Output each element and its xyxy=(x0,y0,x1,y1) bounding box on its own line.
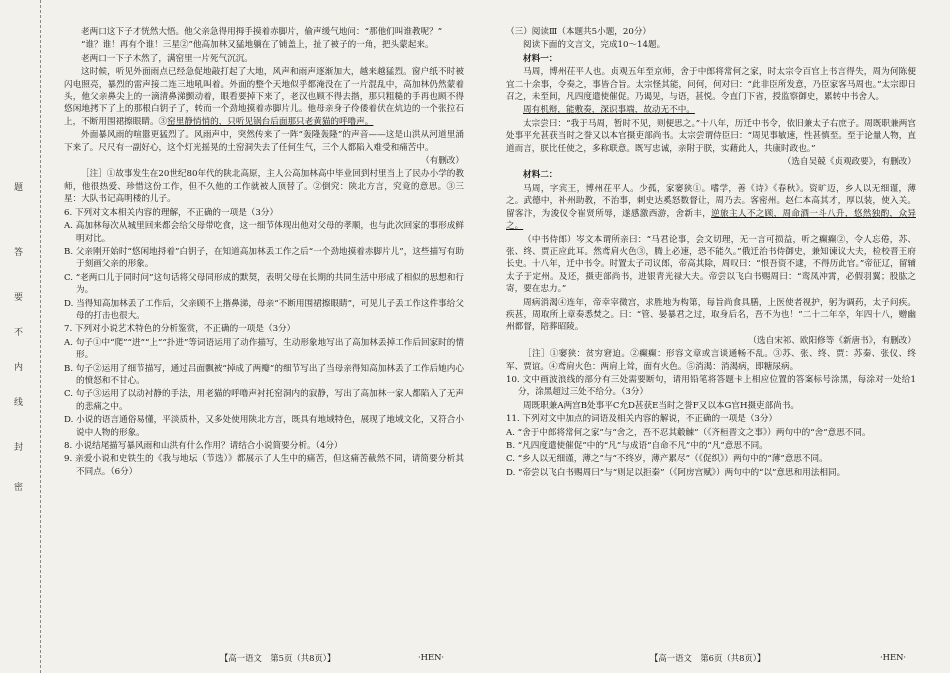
footer-left-text: 【高一语文 第5页（共8页）】 xyxy=(220,653,336,663)
left-paragraph xyxy=(64,414,464,439)
paragraph-text: ［注］①窭狭：贫穷窘迫。②癫癫：形容文章或言谈通畅不乱。③苏、张、终、贾：苏秦、张仪、终军、贾谊。④鸢肩火色：两肩上耸，面有火色。⑤消渴：消渴病，即糖尿病。 xyxy=(506,349,916,372)
paragraph-text: C. 句子③运用了以动衬静的手法，用老猫的呼噜声衬托窑洞内的寂静，写出了高加林一家人都陷入了无声的悲痛之中。 xyxy=(64,389,464,412)
right-column xyxy=(506,26,916,480)
binding-char: 密 xyxy=(14,483,24,493)
paragraph-text: （选自吴兢《贞观政要》，有删改） xyxy=(782,157,916,168)
paragraph-text: 这时候，听见外面雨点已经急促地敲打起了大地，风声和雨声逐渐加大，越来越猛烈。窗户纸不时被闪电照亮，暴烈的雷声接二连三地吼叫着。外面的整个天地似乎都淹没在了一片混乱中，高加林仍然蒙着头，他父亲鼻尖上的一滴清鼻涕颤动着，眼看要掉下来了，老汉也顾不得去揩，那只粗糙的手再也顾不得悠闲地拷下了上的那根白钥子了，转而一个劲地摸着赤脚片儿。他母亲身子伶倭着伏在炕边的一个张拉石上，不断用围裙擦眼睛。③ xyxy=(64,67,464,127)
paragraph-text: D. “帝尝以飞白书赐周曰”与“则足以拒秦”（《阿房宫赋》）两句中的“以”意思和用法相同。 xyxy=(506,467,846,478)
paragraph-text: （中书侍郎）岑文本谓所亲曰：“马君论事，会文切理，无一言可损益，听之癫癫②，令人忘倦，苏、张、终、贾正应此耳。然鸢肩火色③，腾上必速，恐不能久。”俄迁治书侍御史，兼知谏议大夫，检校晋王府长史。十八年，迁中书令。时置太子司议郎，帝高其除，周叹曰：“恨吾资不逮，不得历此官。”帝征辽，留辅太子于定州。及还，摄吏部尚书，进银青光禄大夫。帝尝以飞白书赐周曰：“鸾凤冲霄，必假羽翼；股肱之寄，要在忠力。” xyxy=(506,234,916,295)
right-paragraph xyxy=(506,467,916,479)
underlined-text: 周有机辩，能敷奏，深识事端，故动无不中。 xyxy=(523,105,695,116)
left-paragraph xyxy=(64,207,464,219)
left-column xyxy=(64,26,464,479)
right-paragraph xyxy=(506,413,916,425)
paragraph-text: 周病消渴④连年，帝幸宰微宫，求胜地为构第，每旨尚食具膳，上医使者视护，躬为调药，太子问疾。疾甚，周取所上章奏悉焚之。曰：“管、晏暴君之过，取身后名，吾不为也！”二十二年卒，年四十八，赠幽州都督，陪葬昭陵。 xyxy=(506,297,916,333)
left-paragraph xyxy=(64,363,464,388)
binding-char: 内 xyxy=(14,363,24,373)
binding-margin xyxy=(0,0,41,673)
underlined-text: 窑里静悄悄的，只听见锅台后面那只老黄猫的呼噜声。 xyxy=(167,116,374,127)
right-paragraph xyxy=(506,39,916,51)
binding-char: 答 xyxy=(14,248,24,258)
right-paragraph xyxy=(506,118,916,155)
paragraph-text: D. 小说的语言通俗易懂，平淡质朴，又多处使用陕北方言，既具有地域特色，展现了地域文化，又符合小说中人物的形象。 xyxy=(64,415,464,438)
paragraph-text: 老两口这下子才恍然大悟。他父亲急得用拇手摸着赤脚片，偷声缓气地问：“那他们叫谁教呢？” xyxy=(81,27,443,37)
right-paragraph xyxy=(506,427,916,439)
right-paragraph xyxy=(506,234,916,296)
paragraph-text: A. “舍于中郎将常何之家”与“舍之，吾不忍其觳觫”（《齐桓晋文之事》）两句中的“舍”意思不同。 xyxy=(506,427,871,438)
left-paragraph xyxy=(64,129,464,154)
left-paragraph xyxy=(64,53,464,65)
paragraph-text: B. 句子②运用了细节描写，通过吕面飘被“掉成了两瓣”的细节写出了当母亲得知高加林丢了工作后她内心的愤怒和不甘心。 xyxy=(64,363,464,386)
left-paragraph xyxy=(64,246,464,271)
paragraph-text: B. 父亲刚开始时“悠闲地捋着”白钥子，在知道高加林丢工作之后“一个劲地摸着赤脚片儿”，这些描写有助于刻画父亲的形象。 xyxy=(64,246,464,270)
left-paragraph xyxy=(64,323,464,335)
binding-char: 封 xyxy=(14,443,24,453)
paragraph-text: A. 句子①中“爬”“进”“上”“扑进”等词语运用了动作描写，生动形象地写出了高加林丢掉工作后回家时的情形。 xyxy=(64,337,464,361)
left-paragraph xyxy=(64,272,464,297)
paragraph-text: A. 高加林每次从城里回来都会给父母带吃食，这一细节体现出他对父母的孝顺，也与此次回家的事形成鲜明对比。 xyxy=(64,221,464,244)
right-paragraph xyxy=(506,348,916,373)
left-paragraph xyxy=(64,26,464,38)
paragraph-text: 材料一： xyxy=(523,53,558,64)
paragraph-text: “谁？谁！再有个谁！三星②”他高加林又猛地躺在了铺盖上，扯了被子的一角，把头蒙起来。 xyxy=(81,40,434,51)
underlined-text: 逆旅主人不之顾，周命酒一斗八升，悠然独酌，众异之。 xyxy=(506,208,916,232)
paragraph-text: 材料二： xyxy=(523,170,558,181)
left-paragraph xyxy=(64,453,464,478)
right-paragraph xyxy=(506,400,916,412)
paragraph-text: B. “凡四度遣使催促”中的“凡”与成语“自命不凡”中的“凡”意思不同。 xyxy=(506,441,768,451)
binding-char: 不 xyxy=(14,328,24,338)
paragraph-text: C. “老两口儿于同时问”这句话将父母同形成的默契，表明父母在长期的共同生活中形成了相似的思想和行为。 xyxy=(64,272,464,296)
right-paragraph xyxy=(506,297,916,334)
footer-right-code: ·HEN· xyxy=(880,652,907,662)
paragraph-text: 7. 下列对小说艺术特色的分析鉴赏，不正确的一项是（3分） xyxy=(64,324,296,335)
paragraph-text: （选自宋祁、欧阳修等《新唐书》，有删改） xyxy=(748,335,916,346)
paragraph-text: 8. 小说结尾描写暴风雨和山洪有什么作用？请结合小说简要分析。（4分） xyxy=(64,441,343,451)
left-paragraph xyxy=(64,298,464,323)
paragraph-text: 6. 下列对文本相关内容的理解，不正确的一项是（3分） xyxy=(64,207,279,218)
right-paragraph xyxy=(506,440,916,452)
right-paragraph xyxy=(506,104,916,116)
paragraph-text: 外面暴风雨的喧嚣更猛烈了。风雨声中，突然传来了一阵“轰隆轰隆”的声音——这是山洪从河道里涌下来了。尺尺有一副好心，这个灯光摇晃的土窑洞失去了任何生气，三个人都陷入难受和痛苦中。 xyxy=(64,130,464,153)
right-paragraph xyxy=(506,26,916,38)
paragraph-text: 阅读下面的文言文，完成10～14题。 xyxy=(523,40,666,51)
left-paragraph xyxy=(64,440,464,452)
paragraph-text: 马周，字宾王，博州茌平人。少孤，家窭狭①。嗜学，善《诗》《春秋》。资旷迈，乡人以无细谨，薄之。武德中，补州助教，不治事，刺史达奚怒数督让，周乃去。客密州。赵仁本高其才，厚以装，使入关。留客汴，为浚仪令崔贤所辱，遂感激西游，舍新丰， xyxy=(506,183,916,219)
right-paragraph xyxy=(506,156,916,168)
paragraph-text: 11. 下列对文中加点的词语及相关内容的解说，不正确的一项是（3分） xyxy=(506,414,778,425)
footer-left-code: ·HEN· xyxy=(418,652,445,662)
right-paragraph xyxy=(506,183,916,233)
paragraph-text: D. 当得知高加林丢了工作后，父亲顾不上揩鼻涕，母亲“不断用围裙擦眼睛”，可见儿子丢工作这件事给父母的打击也很大。 xyxy=(64,298,464,321)
paragraph-text: （三）阅读Ⅲ（本题共5小题，20分） xyxy=(506,27,652,37)
binding-char: 线 xyxy=(14,398,24,408)
paragraph-text: ［注］①故事发生在20世纪80年代的陕北高原，主人公高加林高中毕业回到村里当上了民办小学的教师，他很热爱、珍惜这份工作，但不久他的工作就被人顶替了。②倒究：陕北方言，究竟的意思。③三星：大队书记高明楼的儿子。 xyxy=(64,169,464,205)
paragraph-text: 10. 文中画波浪线的部分有三处需要断句，请用铅笔将答题卡上相应位置的答案标号涂黑，每涂对一处给1分，涂黑超过三处不给分。（3分） xyxy=(506,374,916,398)
right-paragraph xyxy=(506,335,916,347)
paragraph-text: 马周，博州茌平人也。贞观五年至京师，舍于中郎将常何之家，时太宗令百官上书言得失，周为何陈便宜二十余事，令奏之，事皆合旨。太宗怪其能，问何，何对曰：“此非臣所发意，乃臣家客马周也。”太宗即日召之，未至间，凡四度遣使催促。乃谒见，与语，甚悦。令直门下省，授监察御史，累转中书舍人。 xyxy=(506,67,916,103)
right-paragraph xyxy=(506,66,916,103)
left-paragraph xyxy=(64,168,464,205)
left-paragraph xyxy=(64,388,464,413)
paragraph-text: 周既职兼A两宫B处事平C允D甚获E当时之誉F又以本G官H摄吏部尚书。 xyxy=(523,400,800,411)
right-paragraph xyxy=(506,169,916,181)
left-paragraph xyxy=(64,155,464,167)
binding-char: 要 xyxy=(14,293,24,303)
footer-right-text: 【高一语文 第6页（共8页）】 xyxy=(650,653,766,663)
left-paragraph xyxy=(64,220,464,245)
right-paragraph xyxy=(506,453,916,465)
left-paragraph xyxy=(64,337,464,362)
paragraph-text: C. “乡人以无细谨，薄之”与“不终岁，薄产累尽”（《促织》）两句中的“薄”意思不同。 xyxy=(506,454,828,465)
binding-char: 题 xyxy=(14,183,24,193)
paragraph-text: 9. 亲爱小说和史铁生的《我与地坛（节选）》都展示了人生中的痛苦，但这痛苦截然不同，请简要分析其不同点。（6分） xyxy=(64,454,464,477)
right-paragraph xyxy=(506,374,916,399)
paragraph-text: 老两口一下子木然了，满窑里一片死气沉沉。 xyxy=(81,53,253,64)
left-paragraph xyxy=(64,39,464,51)
paragraph-text: 太宗尝曰：“我于马周，暂时不见，则便思之。”十八年，历迁中书令，依旧兼太子右庶子。周既职兼两宫处事平允甚获当时之誉又以本官摄吏部尚书。太宗尝谓侍臣曰：“周见事敏速，性甚慎至。至于论量人物，直道而言，朕比任使之，多称联意。既写忠诚，亲附于朕，实藉此人，共康时政也。” xyxy=(506,118,916,154)
right-paragraph xyxy=(506,53,916,65)
left-paragraph xyxy=(64,66,464,128)
paragraph-text: （有删改） xyxy=(421,156,464,167)
